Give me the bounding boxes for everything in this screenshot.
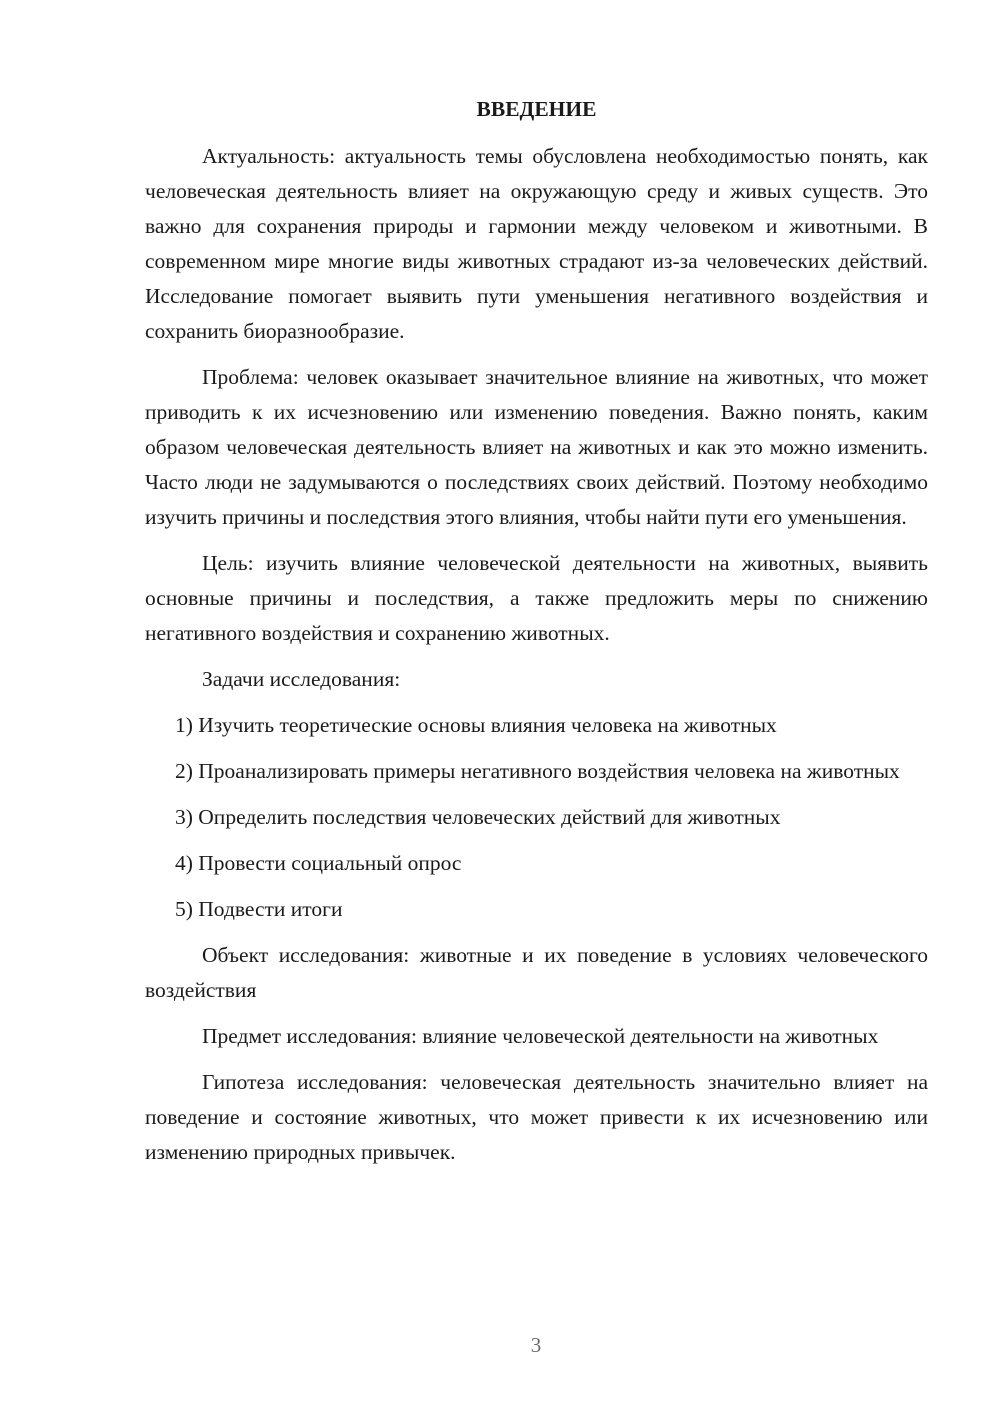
page-number: 3	[530, 1333, 542, 1357]
subject-paragraph: Предмет исследования: влияние человеческой деятельности на животных	[202, 1024, 879, 1048]
object-paragraph: Объект исследования: животные и их поведение в условиях человеческого воздействия	[145, 943, 928, 1002]
relevance-paragraph: Актуальность: актуальность темы обусловлена необходимостью понять, как человеческая деятельность влияет на окружающую среду и живых существ. Это важно для сохранения природы и гармонии между человеком и животными. В современном мире многие виды животных страдают из-за человеческих действий. Исследование помогает выявить пути уменьшения негативного воздействия и сохранить биоразнообразие.	[145, 144, 928, 343]
document-page	[145, 92, 928, 1181]
hypothesis-paragraph: Гипотеза исследования: человеческая деятельность значительно влияет на поведение и состояние животных, что может привести к их исчезновению или изменению природных привычек.	[145, 1070, 928, 1164]
task-item: 2) Проанализировать примеры негативного воздействия человека на животных	[175, 759, 900, 783]
tasks-list	[145, 708, 928, 927]
task-item: 1) Изучить теоретические основы влияния человека на животных	[175, 713, 777, 737]
task-item: 5) Подвести итоги	[175, 897, 343, 921]
task-item: 4) Провести социальный опрос	[175, 851, 462, 875]
goal-paragraph: Цель: изучить влияние человеческой деятельности на животных, выявить основные причины и последствия, а также предложить меры по снижению негативного воздействия и сохранению животных.	[145, 551, 928, 645]
section-title: ВВЕДЕНИЕ	[476, 97, 597, 121]
tasks-heading: Задачи исследования:	[202, 667, 401, 691]
task-item: 3) Определить последствия человеческих действий для животных	[175, 805, 781, 829]
problem-paragraph: Проблема: человек оказывает значительное влияние на животных, что может приводить к их исчезновению или изменению поведения. Важно понять, каким образом человеческая деятельность влияет на животных и как это можно изменить. Часто люди не задумываются о последствиях своих действий. Поэтому необходимо изучить причины и последствия этого влияния, чтобы найти пути его уменьшения.	[145, 365, 928, 529]
